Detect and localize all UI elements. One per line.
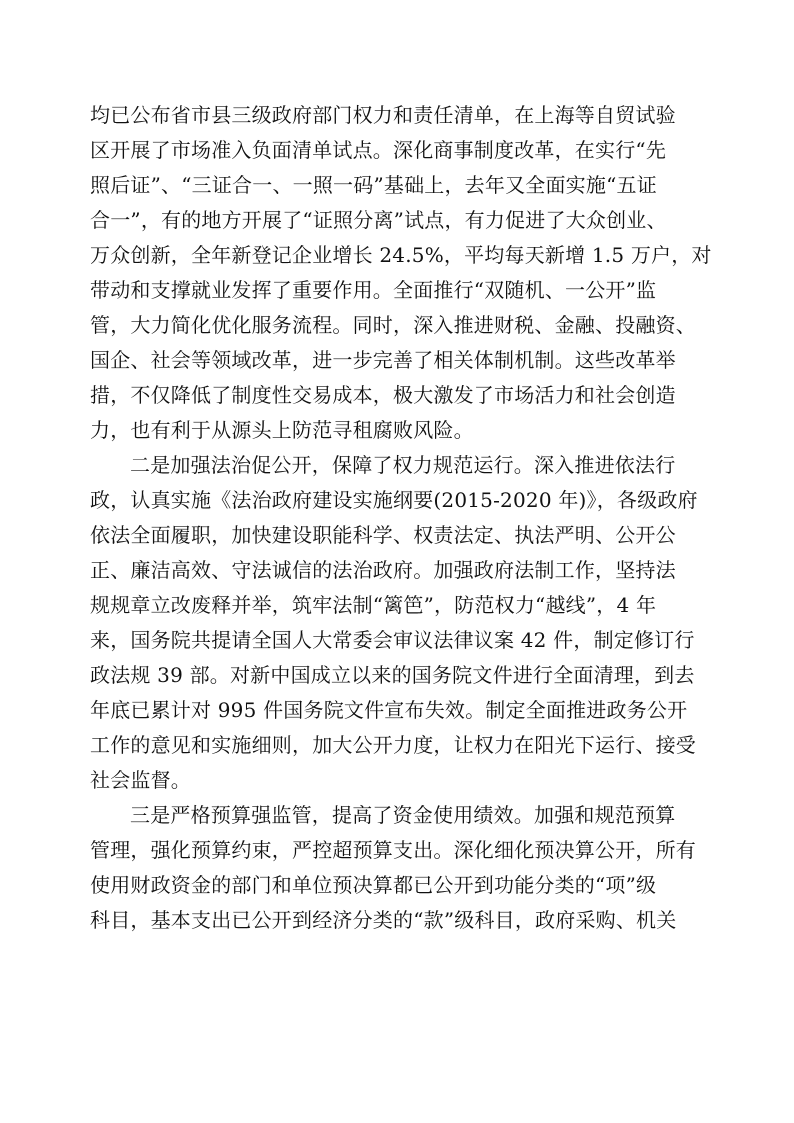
text-line: 科目，基本支出已公开到经济分类的“款”级科目，政府采购、机关	[90, 908, 677, 932]
text-line: 区开展了市场准入负面清单试点。深化商事制度改革，在实行“先	[90, 138, 667, 162]
text-line: 使用财政资金的部门和单位预决算都已公开到功能分类的“项”级	[90, 873, 657, 897]
text-line: 正、廉洁高效、守法诚信的法治政府。加强政府法制工作，坚持法	[90, 558, 676, 582]
paragraph-continued	[90, 98, 710, 448]
text-line: 均已公布省市县三级政府部门权力和责任清单，在上海等自贸试验	[90, 103, 676, 127]
text-line: 工作的意见和实施细则，加大公开力度，让权力在阳光下运行、接受	[90, 733, 696, 757]
text-line: 照后证”、“三证合一、一照一码”基础上，去年又全面实施“五证	[90, 173, 657, 197]
text-line: 万众创新，全年新登记企业增长 24.5%，平均每天新增 1.5 万户，对	[90, 243, 712, 267]
text-line: 年底已累计对 995 件国务院文件宣布失效。制定全面推进政务公开	[90, 698, 688, 722]
text-line-first: 三是严格预算强监管，提高了资金使用绩效。加强和规范预算	[130, 803, 676, 827]
document-body	[90, 98, 710, 938]
text-line: 来，国务院共提请全国人大常委会审议法律议案 42 件，制定修订行	[90, 628, 695, 652]
text-line: 管理，强化预算约束，严控超预算支出。深化细化预决算公开，所有	[90, 838, 696, 862]
text-line-first: 二是加强法治促公开，保障了权力规范运行。深入推进依法行	[130, 453, 676, 477]
paragraph-rule-of-law	[90, 448, 710, 798]
text-line: 管，大力简化优化服务流程。同时，深入推进财税、金融、投融资、	[90, 313, 696, 337]
text-line: 规规章立改废释并举，筑牢法制“篱笆”，防范权力“越线”，4 年	[90, 593, 657, 617]
text-line: 政，认真实施《法治政府建设实施纲要(2015-2020 年)》，各级政府	[90, 488, 698, 512]
text-line: 措，不仅降低了制度性交易成本，极大激发了市场活力和社会创造	[90, 383, 676, 407]
paragraph-budget	[90, 798, 710, 938]
text-line: 国企、社会等领域改革，进一步完善了相关体制机制。这些改革举	[90, 348, 676, 372]
text-line: 力，也有利于从源头上防范寻租腐败风险。	[90, 418, 474, 442]
text-line: 合一”，有的地方开展了“证照分离”试点，有力促进了大众创业、	[90, 208, 667, 232]
text-line: 社会监督。	[90, 768, 191, 792]
text-line: 带动和支撑就业发挥了重要作用。全面推行“双随机、一公开”监	[90, 278, 657, 302]
text-line: 依法全面履职，加快建设职能科学、权责法定、执法严明、公开公	[90, 523, 676, 547]
text-line: 政法规 39 部。对新中国成立以来的国务院文件进行全面清理，到去	[90, 663, 695, 687]
